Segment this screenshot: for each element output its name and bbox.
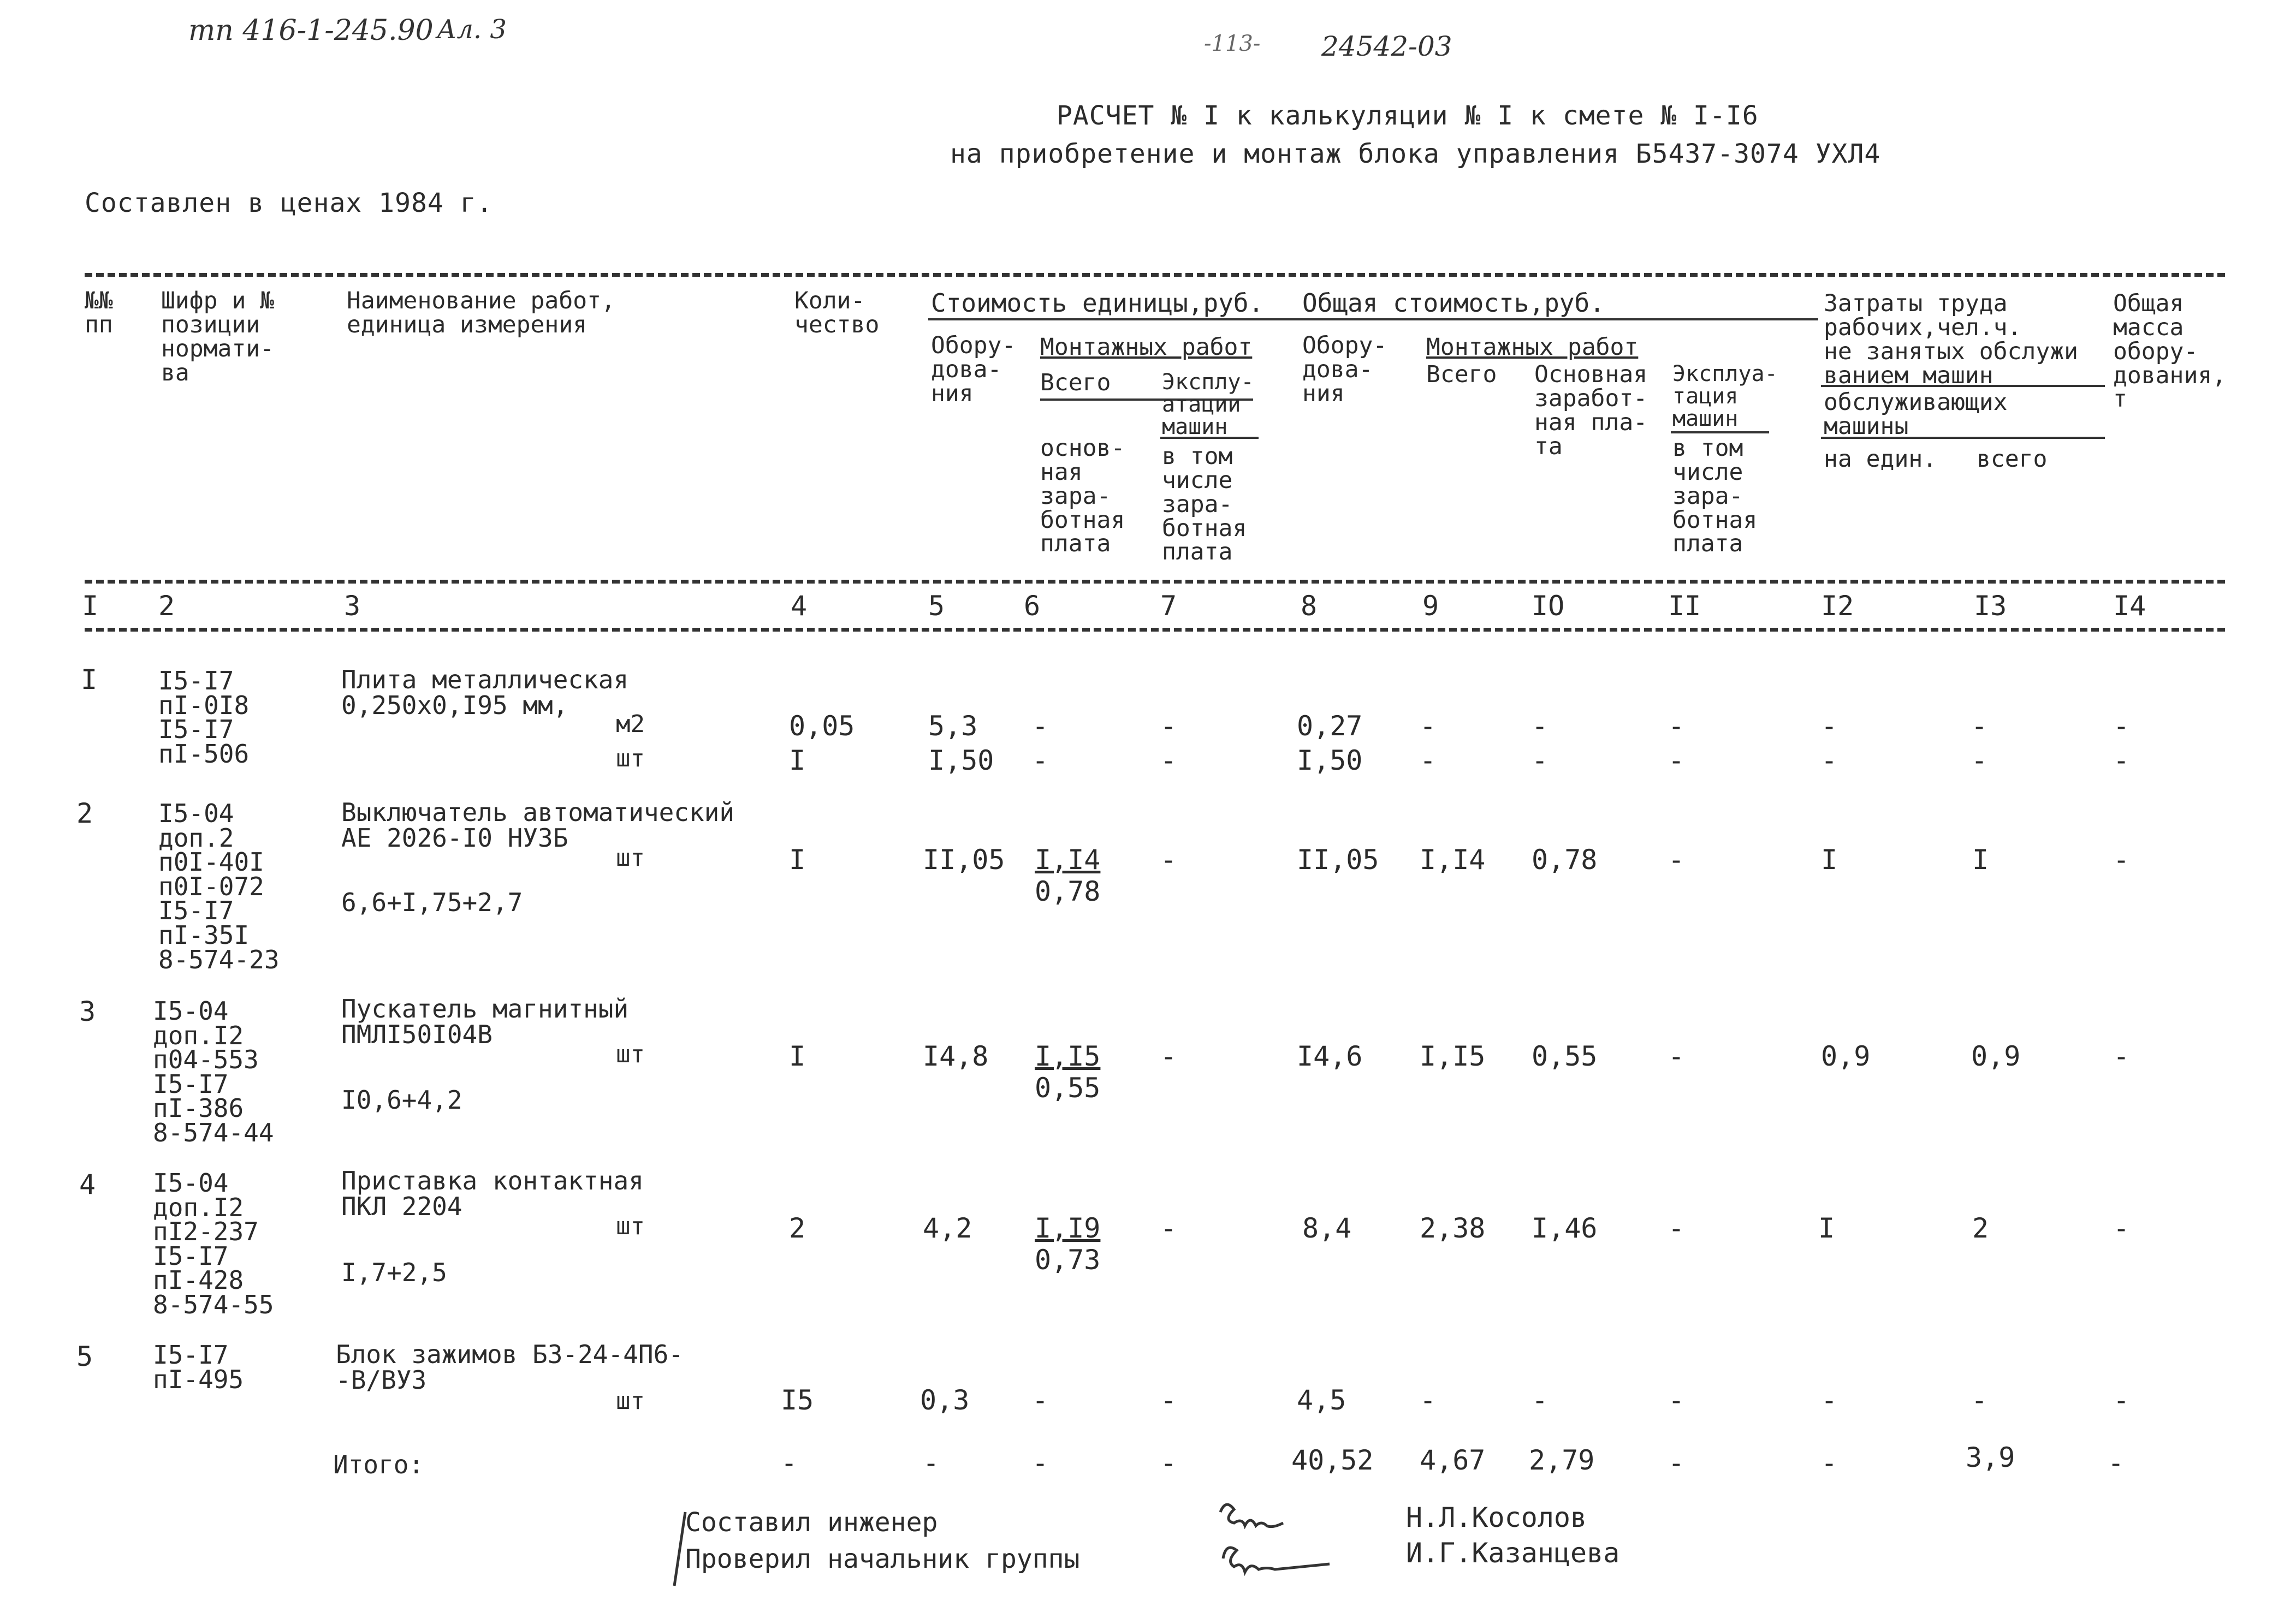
row-c14: - — [2113, 1040, 2130, 1072]
row-c13: - — [1971, 1384, 1988, 1416]
row-c11: - — [1668, 1384, 1685, 1416]
col-header-name: Наименование работ, единица измерения — [347, 287, 615, 338]
row-c12: 0,9 — [1821, 1040, 1871, 1072]
row-c10: 0,78 — [1532, 844, 1598, 876]
col-number: 6 — [1024, 590, 1041, 622]
doc-code: тп 416-1-245.90 — [188, 14, 434, 47]
total-c5: - — [923, 1447, 940, 1479]
row-c12: - — [1821, 1384, 1838, 1416]
col-number: 7 — [1160, 590, 1177, 622]
row-c6: I,I5 — [1035, 1040, 1101, 1072]
row-c9: 2,38 — [1420, 1212, 1486, 1244]
row-c5: I4,8 — [923, 1040, 989, 1072]
row-c9: - — [1420, 745, 1437, 776]
document-title: РАСЧЕТ № I к калькуляции № I к смете № I-I6 — [1057, 100, 1759, 131]
col-header-c6-top: Всего — [1040, 369, 1111, 396]
total-c9: 4,67 — [1420, 1444, 1486, 1476]
total-c6: - — [1032, 1447, 1049, 1479]
row-c7: - — [1160, 1212, 1177, 1244]
col-number: 5 — [928, 590, 945, 622]
total-c11: - — [1668, 1447, 1685, 1479]
row-unit: шт — [616, 1040, 645, 1068]
row-c8: 4,5 — [1297, 1384, 1346, 1416]
row-c13: - — [1971, 745, 1988, 776]
row-qty: I — [789, 1040, 806, 1072]
compiled-by-label: Составил инженер — [685, 1507, 938, 1538]
checked-by-name: И.Г.Казанцева — [1406, 1537, 1620, 1569]
row-c6: I,I4 — [1035, 844, 1101, 876]
col-header-c10: Основная заработ- ная пла- та — [1534, 361, 1648, 460]
col-header-quantity: Коли- чество — [794, 287, 880, 338]
row-name: Приставка контактная ПКЛ 2204 — [341, 1166, 644, 1221]
compiled-by-name: Н.Л.Косолов — [1406, 1502, 1587, 1533]
row-c9: I,I5 — [1420, 1040, 1486, 1072]
row-code: I5-04 доп.2 п0I-40I п0I-072 I5-I7 пI-35I 8-574-23 — [158, 799, 280, 974]
col-header-c11-top: Эксплуа- тация машин — [1672, 361, 1778, 431]
col-header-mont-total: Монтажных работ — [1426, 334, 1639, 361]
row-c14: - — [2113, 745, 2130, 776]
row-c11: - — [1668, 710, 1685, 742]
row-c14: - — [2113, 1384, 2130, 1416]
row-c8: 8,4 — [1302, 1212, 1352, 1244]
row-c5: 0,3 — [920, 1384, 970, 1416]
page-mark: -113- — [1204, 31, 1261, 56]
row-unit: м2 — [616, 710, 645, 738]
row-formula: 6,6+I,75+2,7 — [341, 888, 523, 917]
row-name: Плита металлическая 0,250х0,I95 мм, — [341, 665, 629, 720]
checked-by-label: Проверил начальник группы — [685, 1544, 1080, 1574]
row-number: 4 — [79, 1169, 96, 1200]
row-code: I5-I7 пI-0I8 I5-I7 пI-506 — [158, 666, 250, 769]
row-code: I5-04 доп.I2 п04-553 I5-I7 пI-386 8-574-44 — [153, 996, 274, 1148]
row-number: 2 — [76, 798, 93, 829]
col-number: I — [82, 590, 99, 622]
inventory-number: 24542-03 — [1321, 31, 1452, 62]
row-c6: - — [1032, 710, 1049, 742]
row-c11: - — [1668, 844, 1685, 876]
row-c7: - — [1160, 844, 1177, 876]
row-c12: I — [1821, 844, 1838, 876]
row-unit: шт — [616, 844, 645, 872]
total-c13: 3,9 — [1966, 1442, 2015, 1473]
total-c8: 40,52 — [1291, 1444, 1374, 1476]
col-header-labor: Затраты труда рабочих,чел.ч. не занятых обслужи ванием машин — [1824, 290, 2078, 389]
row-c5: I,50 — [928, 745, 994, 776]
row-c13: 0,9 — [1971, 1040, 2021, 1072]
row-c6: - — [1032, 1384, 1049, 1416]
row-c8: I,50 — [1297, 745, 1363, 776]
row-c7: - — [1160, 1384, 1177, 1416]
row-c11: - — [1668, 1212, 1685, 1244]
row-c8: II,05 — [1297, 844, 1379, 876]
row-c8: 0,27 — [1297, 710, 1363, 742]
row-number: 3 — [79, 996, 96, 1027]
cost-group-rule — [928, 318, 1818, 320]
col-header-unit-cost: Стоимость единицы,руб. — [931, 288, 1264, 318]
col-header-code: Шифр и № позиции нормати- ва — [161, 287, 275, 386]
row-name: Блок зажимов Б3-24-4П6- -В/ВУ3 — [336, 1340, 684, 1395]
row-unit: шт — [616, 1212, 645, 1240]
col-number: 3 — [344, 590, 361, 622]
col-header-c5: Обору- дова- ния — [931, 332, 1016, 407]
row-qty: I — [789, 745, 806, 776]
row-c7: - — [1160, 1040, 1177, 1072]
row-name: Пускатель магнитный ПМЛI50I04В — [341, 994, 629, 1049]
row-c12: - — [1821, 710, 1838, 742]
col-header-mont-unit: Монтажных работ — [1040, 334, 1253, 361]
row-c13: 2 — [1972, 1212, 1989, 1244]
row-c10: 0,55 — [1532, 1040, 1598, 1072]
row-c10: - — [1532, 745, 1549, 776]
row-code: I5-I7 пI-495 — [153, 1340, 244, 1394]
col-number: I3 — [1974, 590, 2007, 622]
row-c14: - — [2113, 844, 2130, 876]
row-c9: - — [1420, 710, 1437, 742]
row-unit: шт — [616, 745, 645, 772]
col-number: 4 — [791, 590, 808, 622]
numbers-bottom-rule — [85, 628, 2225, 632]
row-qty: I — [789, 844, 806, 876]
total-c14: - — [2108, 1447, 2125, 1479]
row-c11: - — [1668, 745, 1685, 776]
row-number: 5 — [76, 1341, 93, 1372]
row-c13: - — [1971, 710, 1988, 742]
row-number: I — [81, 664, 98, 695]
col-number: IO — [1532, 590, 1565, 622]
col-header-c13: всего — [1977, 445, 2048, 473]
col-header-mass: Общая масса обору- дования, т — [2113, 290, 2227, 413]
col-header-c6-bottom: основ- ная зара- ботная плата — [1040, 435, 1125, 558]
col-number: 9 — [1422, 590, 1439, 622]
col-header-c9: Всего — [1426, 361, 1497, 388]
row-c14: - — [2113, 1212, 2130, 1244]
row-c6-wage: 0,78 — [1035, 876, 1101, 907]
row-c7: - — [1160, 710, 1177, 742]
row-c6: - — [1032, 745, 1049, 776]
row-c14: - — [2113, 710, 2130, 742]
row-qty: 2 — [789, 1212, 806, 1244]
row-c9: - — [1420, 1384, 1437, 1416]
row-c12: - — [1821, 745, 1838, 776]
col-number: 2 — [158, 590, 175, 622]
row-c6-wage: 0,73 — [1035, 1244, 1101, 1276]
row-c10: I,46 — [1532, 1212, 1598, 1244]
col-header-c11-bottom: в том числе зара- ботная плата — [1672, 435, 1758, 558]
row-formula: I0,6+4,2 — [341, 1085, 462, 1115]
col-header-c7-bottom: в том числе зара- ботная плата — [1162, 443, 1247, 566]
total-c12: - — [1821, 1447, 1838, 1479]
row-c8: I4,6 — [1297, 1040, 1363, 1072]
col-number: 8 — [1301, 590, 1318, 622]
row-c12: I — [1818, 1212, 1835, 1244]
row-c9: I,I4 — [1420, 844, 1486, 876]
row-qty: I5 — [781, 1384, 814, 1416]
header-top-rule — [85, 273, 2225, 277]
sheet-number: Ал. 3 — [437, 14, 507, 45]
total-label: Итого: — [333, 1450, 424, 1479]
row-c7: - — [1160, 745, 1177, 776]
row-code: I5-04 доп.I2 пI2-237 I5-I7 пI-428 8-574-55 — [153, 1168, 274, 1320]
row-c5: 5,3 — [928, 710, 978, 742]
total-c7: - — [1160, 1447, 1177, 1479]
row-c10: - — [1532, 710, 1549, 742]
row-formula: I,7+2,5 — [341, 1258, 447, 1287]
bracket-mark — [669, 1507, 691, 1594]
col-header-no: №№ пп — [85, 287, 113, 338]
row-c6-wage: 0,55 — [1035, 1072, 1101, 1104]
row-c10: - — [1532, 1384, 1549, 1416]
row-c6: I,I9 — [1035, 1212, 1101, 1244]
row-c5: 4,2 — [923, 1212, 972, 1244]
col-header-c8: Обору- дова- ния — [1302, 332, 1387, 407]
total-c10: 2,79 — [1529, 1444, 1595, 1476]
col-header-c7-top: Эксплу- атации машин — [1162, 370, 1254, 439]
row-qty: 0,05 — [789, 710, 855, 742]
col-header-c12: на един. — [1824, 445, 1937, 473]
row-c11: - — [1668, 1040, 1685, 1072]
prices-note: Составлен в ценах 1984 г. — [85, 188, 493, 218]
row-c5: II,05 — [923, 844, 1005, 876]
col-header-total-cost: Общая стоимость,руб. — [1302, 288, 1605, 318]
signature-marks — [1212, 1490, 1354, 1594]
header-bottom-rule — [85, 580, 2225, 584]
col-header-labor-serv: обслуживающих машины — [1824, 389, 2008, 440]
row-name: Выключатель автоматический АЕ 2026-I0 НУ3Б — [341, 798, 735, 853]
document-subtitle: на приобретение и монтаж блока управления Б5437-3074 УХЛ4 — [950, 139, 1881, 169]
total-c4: - — [781, 1447, 798, 1479]
row-unit: шт — [616, 1387, 645, 1415]
row-c13: I — [1972, 844, 1989, 876]
c11-split-rule — [1671, 431, 1769, 433]
col-number: II — [1668, 590, 1701, 622]
col-number: I4 — [2113, 590, 2146, 622]
col-number: I2 — [1821, 590, 1854, 622]
